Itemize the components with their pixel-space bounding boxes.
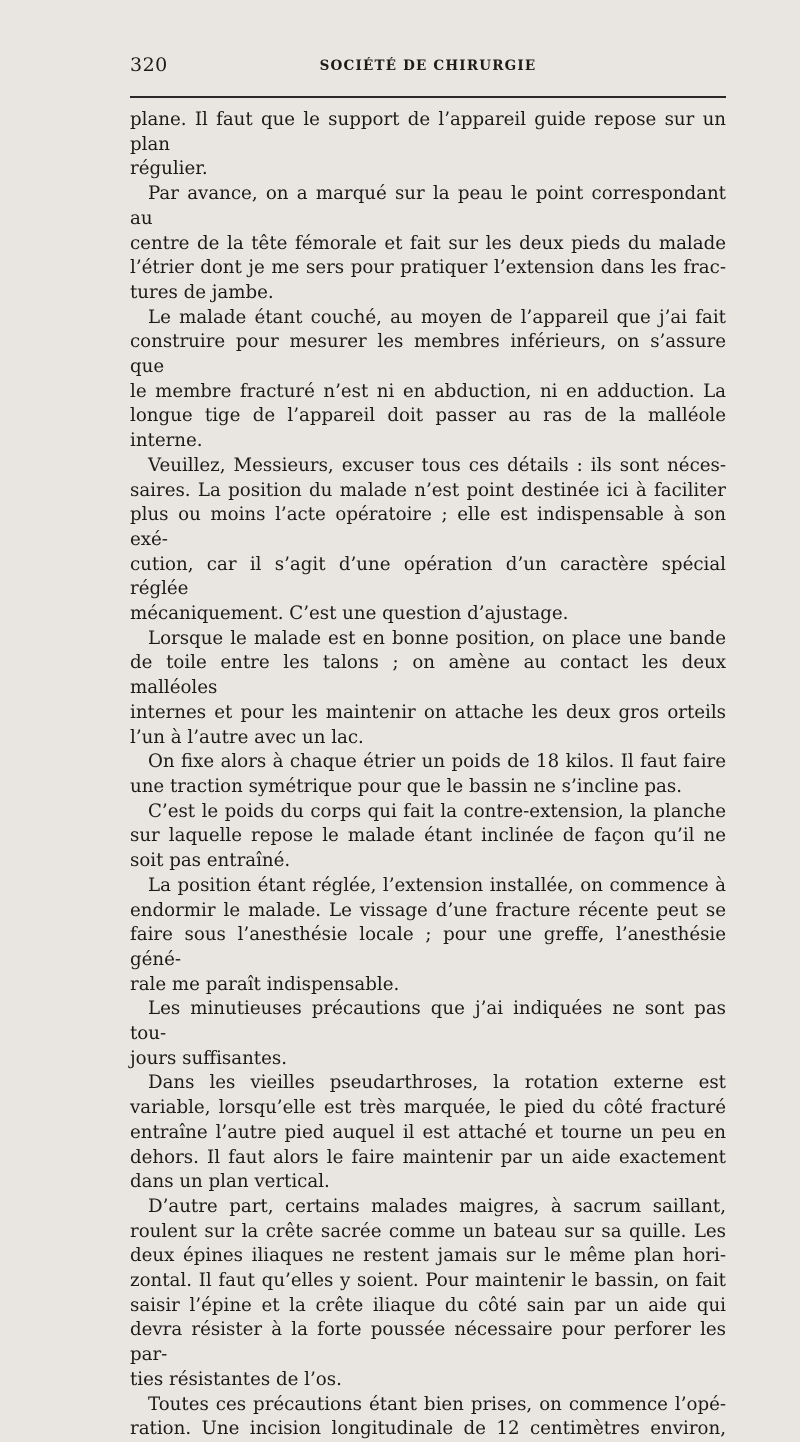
text-line: plane. Il faut que le support de l’appareil guide repose sur un plan <box>130 109 726 155</box>
text-line: soit pas entraîné. <box>130 850 291 872</box>
text-line: faire sous l’anesthésie locale ; pour une greffe, l’anesthésie géné- <box>130 924 726 970</box>
text-line: dehors. Il faut alors le faire maintenir par un aide exactement <box>130 1146 726 1168</box>
text-line: sur laquelle repose le malade étant inclinée de façon qu’il ne <box>130 825 726 847</box>
text-line: On fixe alors à chaque étrier un poids de 18 kilos. Il faut faire <box>148 751 726 773</box>
text-line: centre de la tête fémorale et fait sur les deux pieds du malade <box>130 232 726 254</box>
text-line: endormir le malade. Le vissage d’une fracture récente peut se <box>130 899 726 921</box>
text-line: le membre fracturé n’est ni en abduction, ni en adduction. La <box>130 380 726 402</box>
text-line: Lorsque le malade est en bonne position, on place une bande <box>148 627 726 649</box>
page-header <box>130 50 726 80</box>
text-line: Le malade étant couché, au moyen de l’appareil que j’ai fait <box>148 306 726 328</box>
text-line: rale me paraît indispensable. <box>130 973 400 995</box>
text-line: Dans les vieilles pseudarthroses, la rotation externe est <box>148 1072 726 1094</box>
text-line: internes et pour les maintenir on attache les deux gros orteils <box>130 701 726 723</box>
text-line: l’étrier dont je me sers pour pratiquer l’extension dans les frac- <box>130 257 726 279</box>
text-line: ties résistantes de l’os. <box>130 1368 342 1390</box>
text-line: de toile entre les talons ; on amène au contact les deux malléoles <box>130 652 726 699</box>
text-line: régulier. <box>130 158 208 180</box>
text-line: roulent sur la crête sacrée comme un bateau sur sa quille. Les <box>130 1220 726 1242</box>
text-line: ration. Une incision longitudinale de 12 centimètres environ, <box>130 1418 726 1440</box>
text-line: devra résister à la forte poussée nécessaire pour perforer les par- <box>130 1319 726 1366</box>
header-rule <box>130 96 726 98</box>
text-line: Par avance, on a marqué sur la peau le point correspondant au <box>130 183 726 229</box>
text-line: une traction symétrique pour que le bassin ne s’incline pas. <box>130 775 683 797</box>
text-line: mécaniquement. C’est une question d’ajustage. <box>130 603 569 625</box>
text-line: saires. La position du malade n’est point destinée ici à faciliter <box>130 479 726 501</box>
text-line: dans un plan vertical. <box>130 1171 330 1193</box>
text-line: Veuillez, Messieurs, excuser tous ces détails : ils sont néces- <box>148 454 726 476</box>
text-line: Les minutieuses précautions que j’ai indiquées ne sont pas tou- <box>130 998 726 1045</box>
text-line: saisir l’épine et la crête iliaque du côté sain par un aide qui <box>130 1294 726 1316</box>
text-line: entraîne l’autre pied auquel il est attaché et tourne un peu en <box>130 1121 726 1143</box>
body-text <box>130 108 726 1442</box>
text-line: construire pour mesurer les membres inférieurs, on s’assure que <box>130 331 726 378</box>
text-line: Toutes ces précautions étant bien prises, on commence l’opé- <box>148 1393 726 1415</box>
text-line: deux épines iliaques ne restent jamais sur le même plan hori- <box>130 1245 726 1267</box>
text-line: C’est le poids du corps qui fait la contre-extension, la planche <box>148 800 726 822</box>
text-line: zontal. Il faut qu’elles y soient. Pour maintenir le bassin, on fait <box>130 1270 726 1292</box>
text-line: cution, car il s’agit d’une opération d’un caractère spécial réglée <box>130 553 726 600</box>
text-line: l’un à l’autre avec un lac. <box>130 726 364 748</box>
text-line: tures de jambe. <box>130 281 274 303</box>
text-line: longue tige de l’appareil doit passer au ras de la malléole interne. <box>130 405 726 452</box>
page-number: 320 <box>130 54 168 76</box>
running-title: SOCIÉTÉ DE CHIRURGIE <box>319 58 537 74</box>
text-line: La position étant réglée, l’extension installée, on commence à <box>148 874 726 896</box>
text-line: variable, lorsqu’elle est très marquée, le pied du côté fracturé <box>130 1097 726 1119</box>
text-line: jours suffisantes. <box>130 1047 287 1069</box>
text-line: plus ou moins l’acte opératoire ; elle est indispensable à son exé- <box>130 504 726 550</box>
text-line: D’autre part, certains malades maigres, à sacrum saillant, <box>148 1195 726 1217</box>
